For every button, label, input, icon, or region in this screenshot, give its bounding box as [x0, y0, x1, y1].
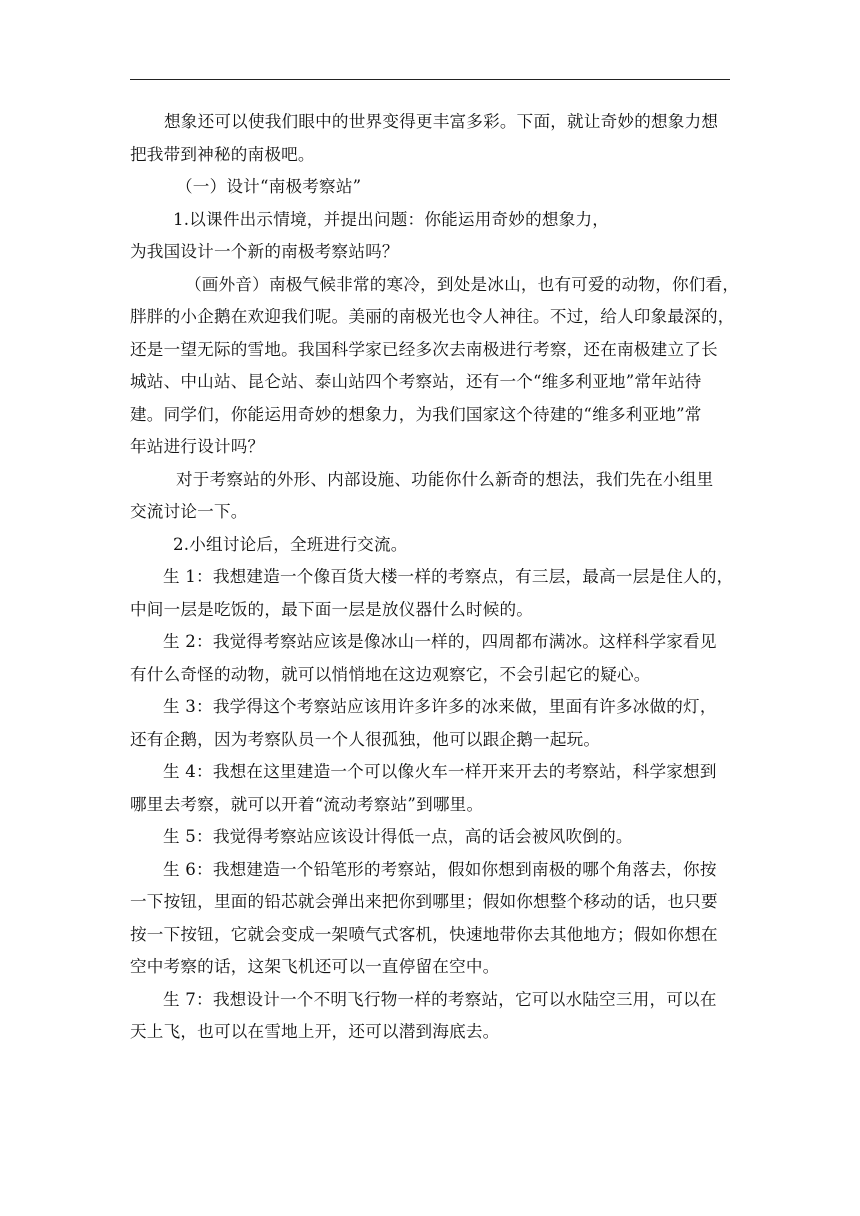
text-line: 还是一望无际的雪地。我国科学家已经多次去南极进行考察，还在南极建立了长 [130, 339, 718, 359]
text-line: （画外音）南极气候非常的寒冷，到处是冰山，也有可爱的动物，你们看， [185, 274, 740, 294]
text-line: 一下按钮，里面的铅芯就会弹出来把你到哪里；假如你想整个移动的话，也只要 [130, 892, 718, 911]
paragraph-student-2 [130, 626, 730, 691]
text-line: 生 3：我学得这个考察站应该用许多许多的冰来做，里面有许多冰做的灯， [163, 697, 717, 716]
paragraph-student-4 [130, 756, 730, 821]
paragraph-intro [130, 106, 730, 171]
text-line: 哪里去考察，就可以开着“流动考察站”到哪里。 [130, 794, 484, 814]
text-line: 生 6：我想建造一个铅笔形的考察站，假如你想到南极的哪个角落去，你按 [163, 859, 717, 879]
text-line: 天上飞，也可以在雪地上开，还可以潜到海底去。 [130, 1022, 500, 1041]
paragraph-student-7 [130, 984, 730, 1049]
text-line: 生 4：我想在这里建造一个可以像火车一样开来开去的考察站，科学家想到 [163, 762, 717, 781]
text-line: （一）设计“南极考察站” [176, 177, 362, 196]
text-line: 2.小组讨论后，全班进行交流。 [173, 534, 408, 554]
paragraph-voiceover [130, 269, 740, 464]
paragraph-student-6 [130, 854, 730, 984]
paragraph-student-3 [130, 691, 730, 756]
text-line: 生 1：我想建造一个像百货大楼一样的考察点，有三层，最高一层是住人的， [163, 567, 734, 586]
text-line: 胖胖的小企鹅在欢迎我们呢。美丽的南极光也令人神往。不过，给人印象最深的， [130, 307, 735, 326]
text-line: 生 5：我觉得考察站应该设计得低一点，高的话会被风吹倒的。 [163, 827, 633, 846]
text-line: 想象还可以使我们眼中的世界变得更丰富多彩。下面，就让奇妙的想象力想 [164, 112, 719, 131]
text-line: 对于考察站的外形、内部设施、功能你什么新奇的想法，我们先在小组里 [176, 469, 714, 489]
paragraph-step-2 [130, 529, 730, 562]
paragraph-step-1 [130, 204, 730, 269]
document-body [130, 106, 740, 1049]
text-line: 城站、中山站、昆仑站、泰山站四个考察站，还有一个“维多利亚地”常年站待 [130, 372, 702, 391]
paragraph-student-1 [130, 561, 734, 626]
text-line: 有什么奇怪的动物，就可以悄悄地在这边观察它，不会引起它的疑心。 [130, 664, 651, 684]
text-line: 空中考察的话，这架飞机还可以一直停留在空中。 [130, 957, 500, 976]
text-line: 把我带到神秘的南极吧。 [130, 144, 315, 164]
section-heading [130, 171, 730, 204]
paragraph-student-5 [130, 821, 730, 854]
text-line: 还有企鹅，因为考察队员一个人很孤独，他可以跟企鹅一起玩。 [130, 729, 601, 749]
text-line: 年站进行设计吗？ [130, 437, 265, 456]
text-line: 1.以课件出示情境，并提出问题：你能运用奇妙的想象力， [173, 209, 610, 229]
text-line: 建。同学们，你能运用奇妙的想象力，为我们国家这个待建的“维多利亚地”常 [130, 404, 702, 424]
text-line: 交流讨论一下。 [130, 502, 248, 521]
header-rule [130, 79, 730, 80]
text-line: 生 2：我觉得考察站应该是像冰山一样的，四周都布满冰。这样科学家看见 [163, 632, 717, 651]
text-line: 中间一层是吃饭的，最下面一层是放仪器什么时候的。 [130, 599, 534, 619]
paragraph-discussion-prompt [130, 464, 730, 529]
text-line: 为我国设计一个新的南极考察站吗？ [130, 242, 399, 261]
text-line: 生 7：我想设计一个不明飞行物一样的考察站，它可以水陆空三用，可以在 [163, 989, 717, 1009]
text-line: 按一下按钮，它就会变成一架喷气式客机，快速地带你去其他地方；假如你想在 [130, 924, 718, 944]
